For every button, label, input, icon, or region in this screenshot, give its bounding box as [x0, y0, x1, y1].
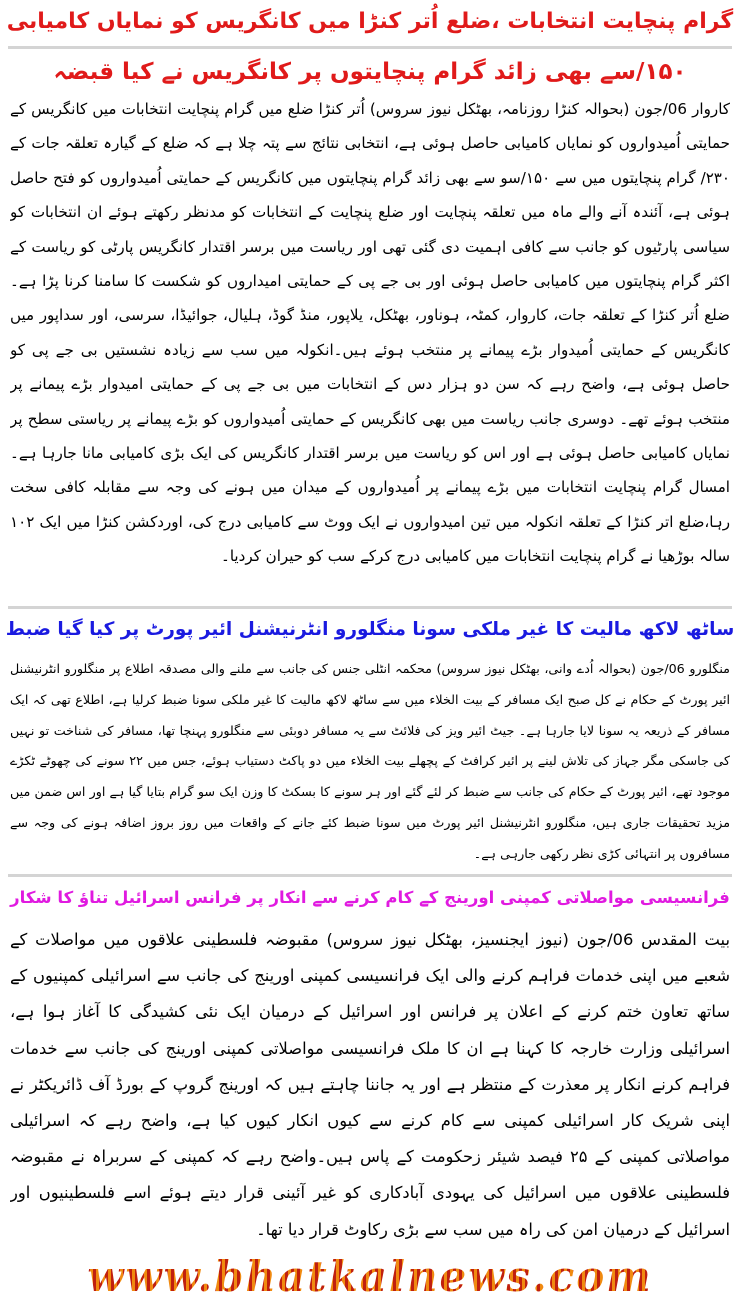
- section-divider-3: [8, 874, 732, 877]
- headline-divider: [8, 46, 732, 49]
- article-1-body: کاروار 06/جون (بحوالہ کنڑا روزنامہ، بھٹکل نیوز سروس) اُتر کنڑا ضلع میں گرام پنچایت انتخابات میں کانگریس کے حمایتی اُمیدواروں کو نمایاں کامیابی حاصل ہوئی ہے، انتخابی نتائج سے پتہ چلا ہے کہ ضلع کے گیارہ تعلقہ جات کے ۲۳۰/ گرام پنچایتوں میں سے ۱۵۰/سو سے بھی زائد گرام پنچایتوں میں کانگریس کے حمایتی اُمیدواروں کو فتح حاصل ہوئی ہے، آئندہ آنے والے ماہ میں تعلقہ پنچایت اور ضلع پنچایت کے انتخابات کو مدنظر رکھتے ہوئے ان انتخابات کو سیاسی پارٹیوں کو جانب سے کافی اہمیت دی گئی تھی اور ریاست میں برسر اقتدار کانگریس پارٹی کو ریاست کے اکثر گرام پنچایتوں میں کامیابی حاصل ہوئی اور بی جے پی کے حمایتی امیداروں کو شکست کا سامنا کرنا پڑا ہے۔ضلع اُتر کنڑا کے تعلقہ جات، کاروار، کمٹہ، ہوناور، بھٹکل، یلاپور، منڈ گوڈ، ہلیال، جوائیڈا، سرسی، اور سداپور میں کانگریس کے حمایتی اُمیدوار بڑے پیمانے پر منتخب ہوئے ہیں۔انکولہ میں سب سے زیادہ نشستیں بی جے پی کو حاصل ہوئی ہے، واضح رہے کہ سن دو ہزار دس کے انتخابات میں بی جے پی کے حمایتی امیدوار بڑے پیمانے پر منتخب ہوئے تھے۔ دوسری جانب ریاست میں بھی کانگریس کے حمایتی اُمیدواروں کو بڑے پیمانے پر ریاستی سطح پر نمایاں کامیابی حاصل ہوئی ہے اور اس کو ریاست میں برسر اقتدار کانگریس کی ایک بڑی کامیابی مانا جارہا ہے۔امسال گرام پنچایت انتخابات میں بڑے پیمانے پر اُمیدواروں کے میدان میں ہونے کی وجہ سے مقابلہ کافی سخت رہا،ضلع اتر کنڑا کے تعلقہ انکولہ میں تین امیدواروں نے ایک ووٹ سے کامیابی درج کی، اوردکشن کنڑا میں ایک ۱۰۲ سالہ بوڑھیا نے گرام پنچایت انتخابات میں کامیابی درج کرکے سب کو حیران کردیا۔: [10, 100, 730, 566]
- article-3-title: فرانسیسی مواصلاتی کمپنی اورینج کے کام کرنے سے انکار پر فرانس اسرائیل تناؤ کا شکار: [10, 888, 730, 907]
- article-2-title: ساٹھ لاکھ مالیت کا غیر ملکی سونا منگلورو انٹرنیشنل ائیر پورٹ پر کیا گیا ضبط: [5, 619, 735, 640]
- article-3-body: بیت المقدس 06/جون (نیوز ایجنسیز، بھٹکل نیوز سروس) مقبوضہ فلسطینی علاقوں میں مواصلات کے شعبے میں اپنی خدمات فراہم کرنے والی ایک فرانسیسی کمپنی اورینج کی جانب سے اسرائیلی کمپنیوں کے ساتھ تعاون ختم کرنے کے اعلان پر فرانس اور اسرائیل کے درمیان ایک نئی کشیدگی کا آغاز ہوا ہے، اسرائیلی وزارت خارجہ کا کہنا ہے ان کا ملک فرانسیسی مواصلاتی کمپنی اورینج کی جانب سے خدمات فراہم کرنے انکار پر معذرت کے منتظر ہے اور یہ جاننا چاہتے ہیں کہ اورینج گروپ کے بورڈ آف ڈائریکٹر نے اپنی شریک کار اسرائیلی کمپنی سے کام کرنے سے کیوں انکار کیوں کیا ہے، واضح رہے کہ اسرائیلی مواصلاتی کمپنی کے ۲۵ فیصد شیئر زحکومت کے پاس ہیں۔واضح رہے کہ کمپنی کے سربراہ نے مقبوضہ فلسطینی علاقوں میں اسرائیل کی یہودی آبادکاری کو غیر آئینی قرار دیتے ہوئے اسے فلسطینیوں اور اسرائیل کے درمیان امن کی راہ میں سب سے بڑی رکاوٹ قرار دیا تھا۔: [10, 930, 730, 1239]
- section-divider-2: [8, 606, 732, 609]
- page-headline: گرام پنچایت انتخابات ،ضلع اُتر کنڑا میں کانگریس کو نمایاں کامیابی: [6, 9, 734, 34]
- article-2-body: منگلورو 06/جون (بحوالہ اُدے وانی، بھٹکل نیوز سروس) محکمہ انٹلی جنس کی جانب سے ملنے والی مصدقہ اطلاع پر منگلورو انٹرنیشنل ائیر پورٹ کے حکام نے کل صبح ایک مسافر کے بیت الخلاء میں سے ساٹھ لاکھ مالیت کا غیر ملکی سونا ضبط کرلیا ہے، اطلاع تھی کہ ایک مسافر کے ذریعہ یہ سونا لایا جارہا ہے۔ جیٹ ائیر ویز کی فلائٹ سے یہ مسافر دوبئی سے منگلورو پہنچا تھا، مسافر کی شناخت تو نہیں کی جاسکی مگر جہاز کی تلاش لینے پر ائیر کرافٹ کے پچھلے بیت الخلاء میں دو پاکٹ دستیاب ہوئے، جس میں ۲۲ سونے کی چھوٹے ٹکڑے موجود تھے، ائیر پورٹ کے حکام کی جانب سے ضبط کر لئے گئے اور ہر سونے کا بسکٹ کا وزن ایک سو گرام بتایا گیا ہے اور اس ضمن میں مزید تحقیقات جاری ہیں، منگلورو انٹرنیشنل ائیر پورٹ میں سونا ضبط کئے جانے کے واقعات میں روز بروز اضافہ ہونے کی وجہ سے مسافروں پر انتہائی کڑی نظر رکھی جارہی ہے۔: [10, 661, 730, 861]
- article-1-title: ۱۵۰/سے بھی زائد گرام پنچایتوں پر کانگریس نے کیا قبضہ: [53, 59, 687, 85]
- site-footer: [0, 1254, 740, 1300]
- footer-website-link[interactable]: www.bhatkalnews.com: [87, 1254, 653, 1300]
